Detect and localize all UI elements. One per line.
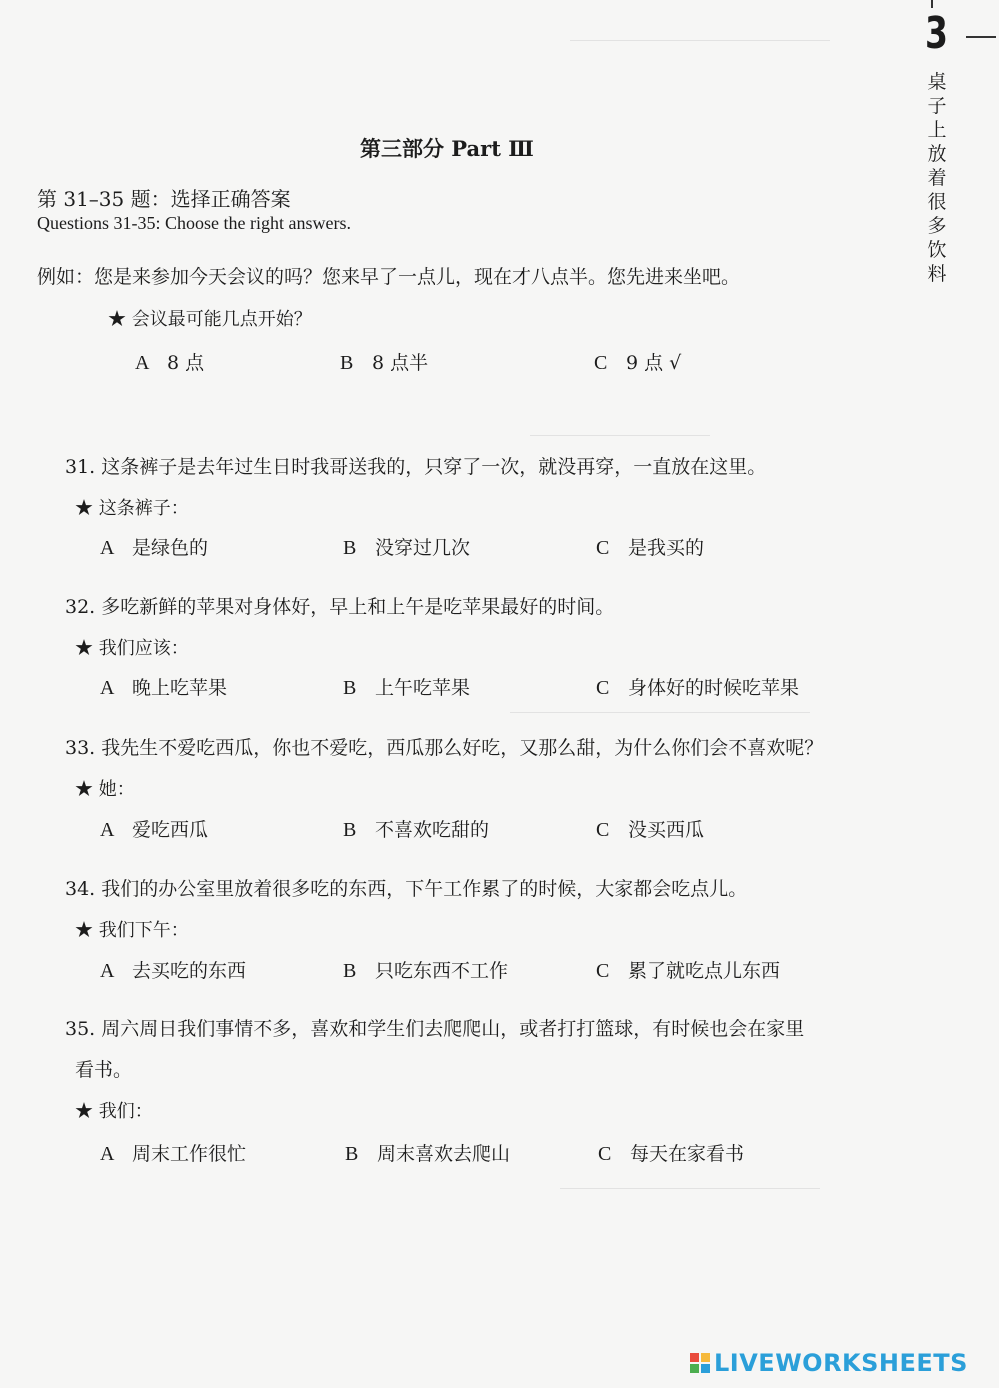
question-35-prompt: ★ 我们：: [75, 1101, 153, 1122]
example-prompt: ★ 会议最可能几点开始？: [108, 309, 312, 330]
question-32-option-a[interactable]: A 晚上吃苹果: [100, 677, 228, 699]
question-31-option-b[interactable]: B 没穿过几次: [343, 537, 471, 559]
side-tab-rule: [966, 36, 996, 38]
instruction-chinese: 第 31–35 题：选择正确答案: [37, 187, 291, 211]
question-32-option-c[interactable]: C 身体好的时候吃苹果: [596, 677, 800, 699]
question-34-prompt: ★ 我们下午：: [75, 920, 189, 941]
question-33-option-c[interactable]: C 没买西瓜: [596, 819, 705, 841]
question-33-option-b[interactable]: B 不喜欢吃甜的: [343, 819, 490, 841]
bleed-line: [560, 1188, 820, 1189]
question-31-text: 31. 这条裤子是去年过生日时我哥送我的，只穿了一次，就没再穿，一直放在这里。: [65, 456, 767, 478]
question-35-option-a[interactable]: A 周末工作很忙: [100, 1143, 247, 1165]
question-34-option-a[interactable]: A 去买吃的东西: [100, 960, 247, 982]
question-31-option-c[interactable]: C 是我买的: [596, 537, 705, 559]
question-31-option-a[interactable]: A 是绿色的: [100, 537, 209, 559]
bleed-line: [570, 40, 830, 41]
example-option-c: C 9 点 √: [594, 352, 682, 374]
lesson-number: 3: [925, 8, 948, 59]
question-33-option-a[interactable]: A 爱吃西瓜: [100, 819, 209, 841]
question-35-option-b[interactable]: B 周末喜欢去爬山: [345, 1143, 511, 1165]
question-32-text: 32. 多吃新鲜的苹果对身体好，早上和上午是吃苹果最好的时间。: [65, 596, 615, 618]
example-option-b: B 8 点半: [340, 352, 429, 374]
question-35-text: 35. 周六周日我们事情不多，喜欢和学生们去爬爬山，或者打打篮球，有时候也会在家里: [65, 1018, 805, 1040]
question-32-prompt: ★ 我们应该：: [75, 638, 189, 659]
logo-squares-icon: [690, 1353, 710, 1373]
question-34-text: 34. 我们的办公室里放着很多吃的东西，下午工作累了的时候，大家都会吃点儿。: [65, 878, 748, 900]
question-35-text-continued: 看书。: [75, 1059, 133, 1081]
question-32-option-b[interactable]: B 上午吃苹果: [343, 677, 471, 699]
side-tab-tick: [931, 0, 933, 8]
example-text: 例如：您是来参加今天会议的吗？您来早了一点儿，现在才八点半。您先进来坐吧。: [37, 266, 741, 288]
lesson-title: 桌子上放着很多饮料: [927, 71, 947, 285]
example-option-a: A 8 点: [135, 352, 205, 374]
question-33-prompt: ★ 她：: [75, 779, 135, 800]
logo-text: LIVEWORKSHEETS: [714, 1349, 968, 1377]
question-34-option-b[interactable]: B 只吃东西不工作: [343, 960, 509, 982]
question-33-text: 33. 我先生不爱吃西瓜，你也不爱吃，西瓜那么好吃，又那么甜，为什么你们会不喜欢呢？: [65, 737, 824, 759]
liveworksheets-logo: [690, 1349, 968, 1377]
instruction-english: Questions 31-35: Choose the right answers.: [37, 213, 351, 233]
question-35-option-c[interactable]: C 每天在家看书: [598, 1143, 745, 1165]
bleed-line: [510, 712, 810, 713]
section-title: 第三部分 Part Ⅲ: [360, 136, 534, 161]
question-31-prompt: ★ 这条裤子：: [75, 498, 189, 519]
question-34-option-c[interactable]: C 累了就吃点儿东西: [596, 960, 781, 982]
bleed-line: [530, 435, 710, 436]
